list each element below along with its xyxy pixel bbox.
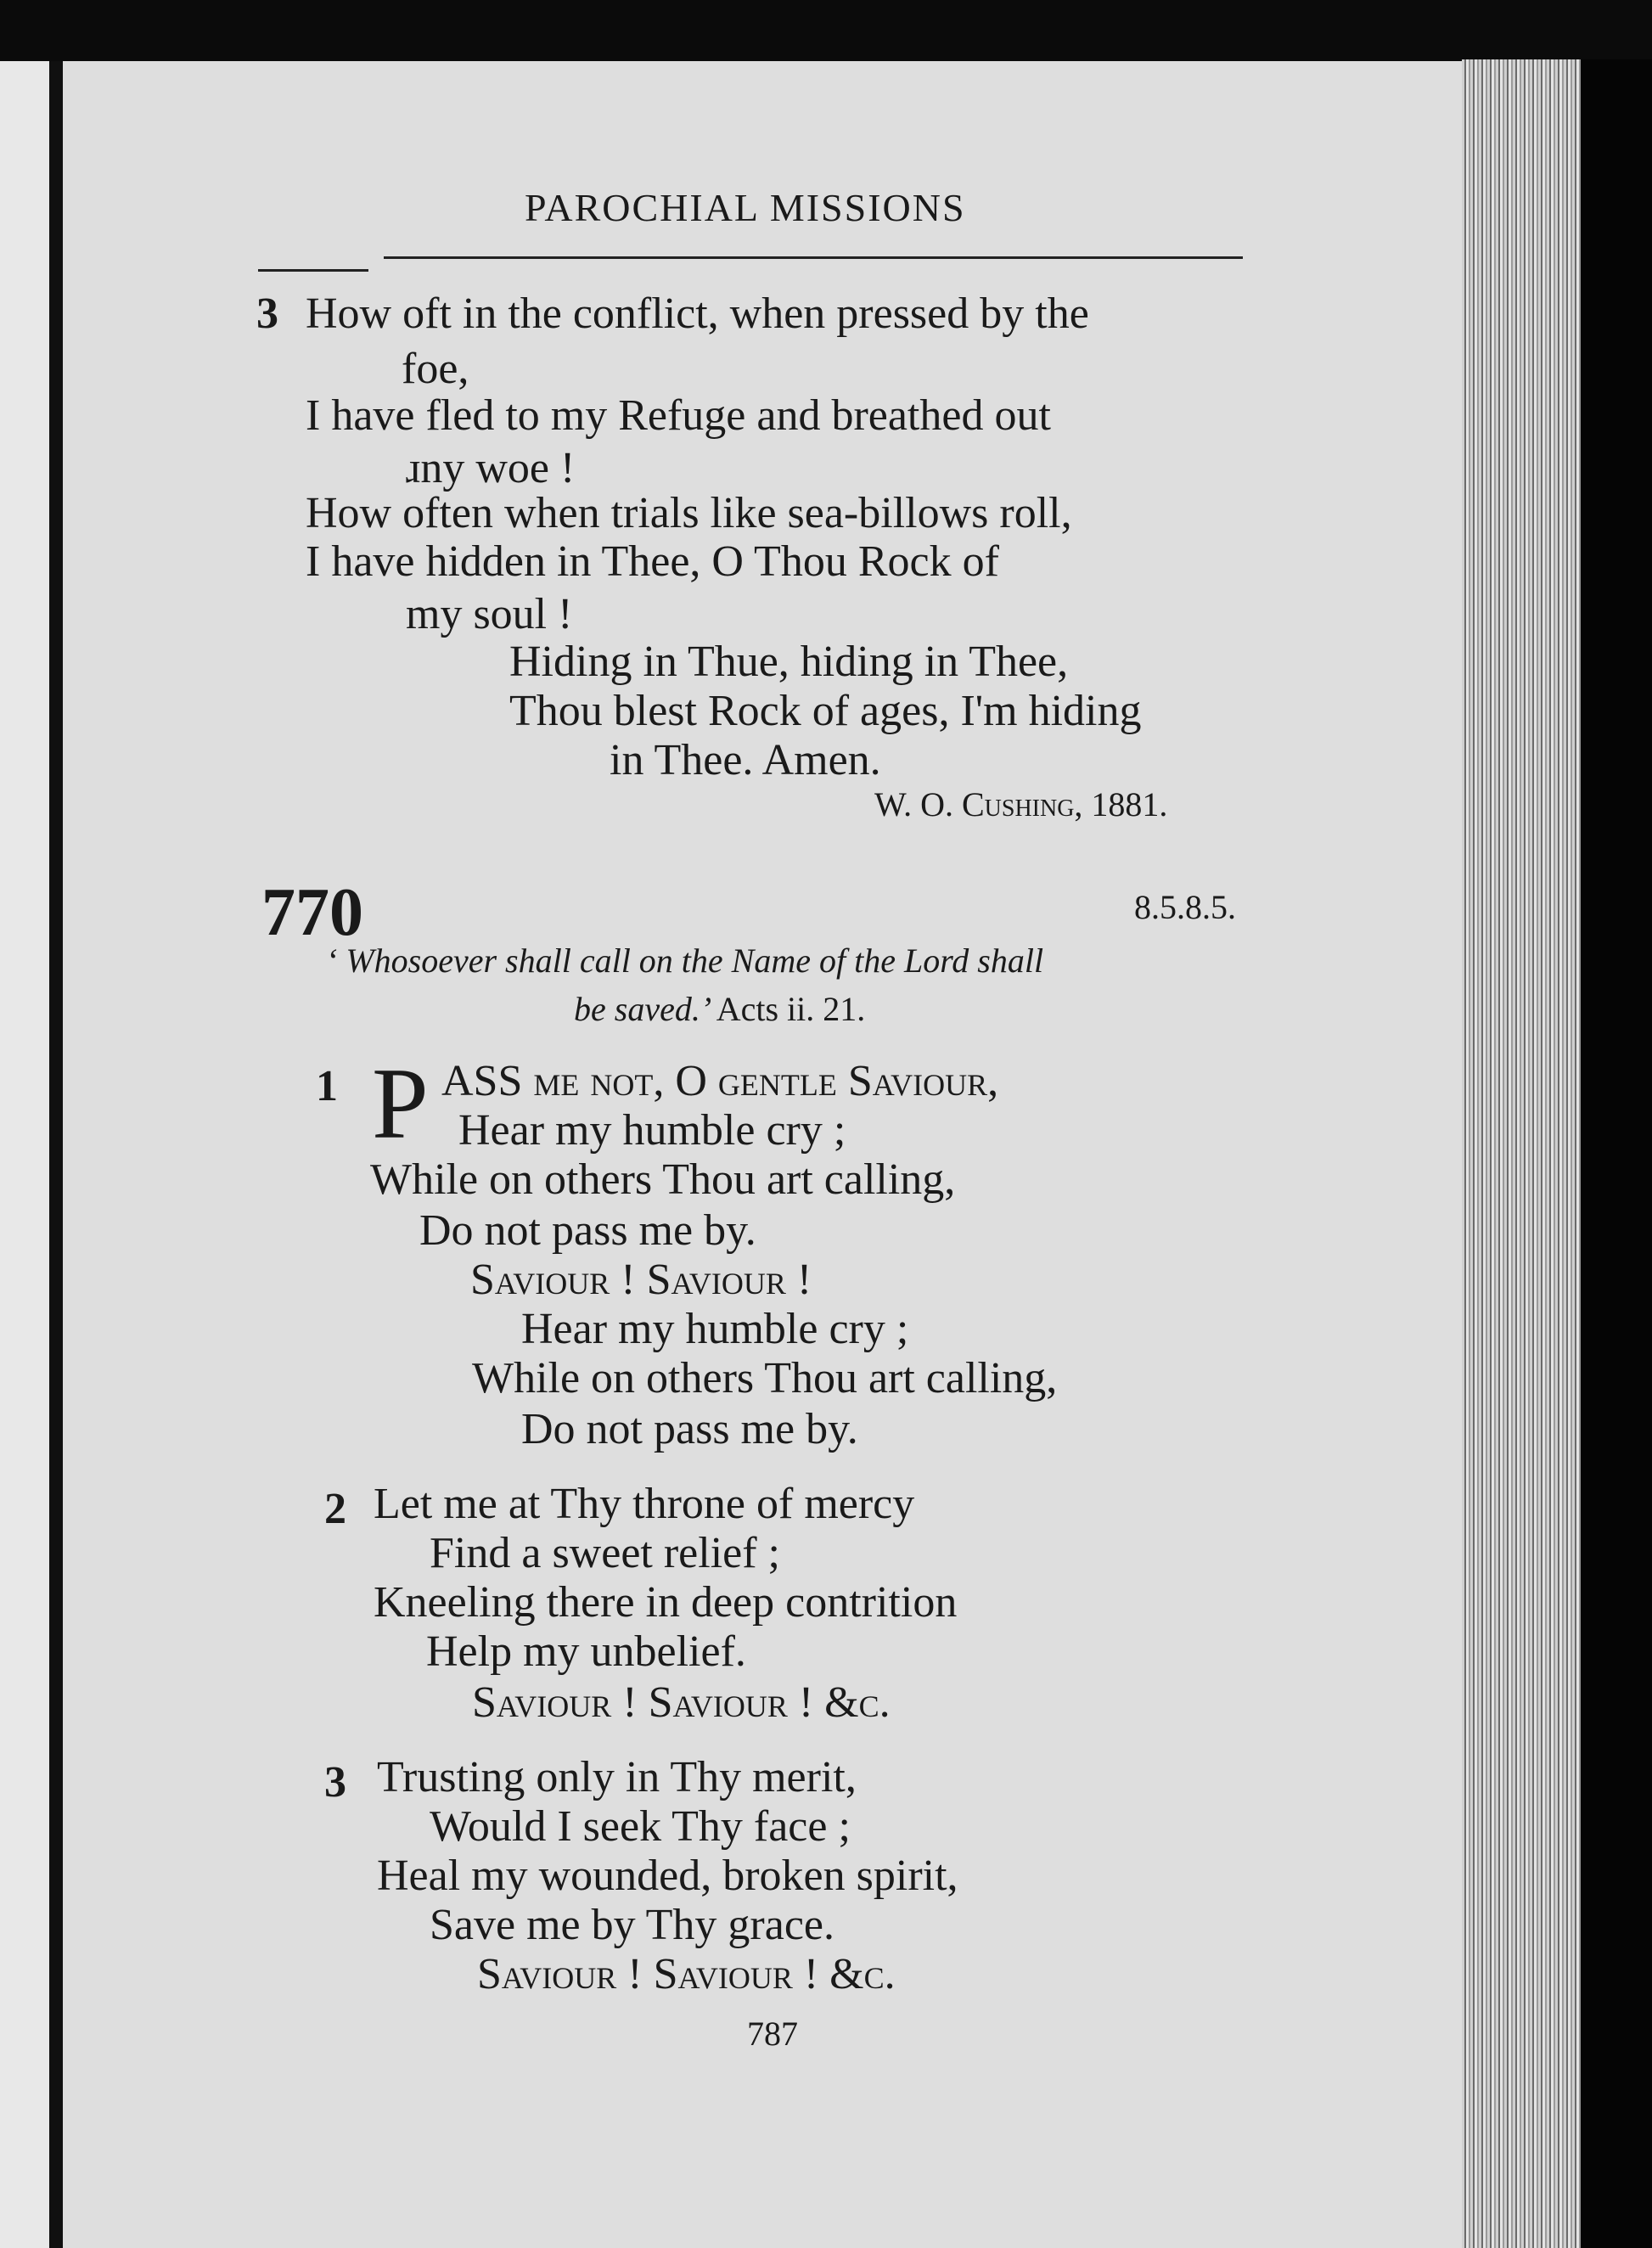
refrain-line-1: Hiding in Thue, hiding in Thee,: [509, 638, 1069, 686]
attribution: W. O. Cushing, 1881.: [874, 785, 1168, 823]
verse3-line-4: Save me by Thy grace.: [430, 1901, 834, 1949]
verse1-number: 1: [316, 1062, 338, 1110]
prev-line-4: ɹny woe !: [406, 444, 576, 492]
verse1-line-7: While on others Thou art calling,: [472, 1354, 1058, 1402]
refrain-line-2: Thou blest Rock of ages, I'm hiding: [509, 687, 1142, 735]
verse3-line-3: Heal my wounded, broken spirit,: [377, 1852, 958, 1900]
prev-verse-number: 3: [256, 289, 278, 338]
verse3-line-1: Trusting only in Thy merit,: [377, 1753, 857, 1801]
running-head: PAROCHIAL MISSIONS: [525, 186, 966, 229]
page-number: 787: [747, 2015, 798, 2053]
verse1-line-1: ASS me not, O gentle Saviour,: [441, 1057, 999, 1105]
verse1-line-2: Hear my humble cry ;: [458, 1106, 846, 1155]
epigraph-reference: Acts ii. 21.: [716, 990, 866, 1028]
verse1-line-5: Saviour ! Saviour !: [470, 1256, 812, 1304]
verse2-line-5: Saviour ! Saviour ! &c.: [472, 1678, 891, 1727]
prev-line-5: How often when trials like sea-billows roll,: [306, 489, 1072, 537]
verse3-number: 3: [324, 1758, 346, 1807]
prev-line-7: my soul !: [406, 590, 573, 638]
verse1-line-6: Hear my humble cry ;: [521, 1305, 909, 1353]
epigraph-line-2: [574, 989, 865, 1029]
prev-line-2: foe,: [402, 345, 469, 393]
prev-line-1: How oft in the conflict, when pressed by the: [306, 289, 1089, 338]
refrain-line-3: in Thee. Amen.: [610, 736, 881, 784]
background-right: [1581, 59, 1652, 2248]
verse1-line-8: Do not pass me by.: [521, 1405, 858, 1453]
verse2-line-4: Help my unbelief.: [426, 1627, 746, 1676]
verse3-line-5: Saviour ! Saviour ! &c.: [477, 1950, 896, 1998]
verse1-line-4: Do not pass me by.: [419, 1206, 756, 1255]
verse2-number: 2: [324, 1485, 346, 1533]
left-page-edge: [0, 61, 49, 2248]
verse2-line-1: Let me at Thy throne of mercy: [374, 1480, 915, 1528]
hymn-number: 770: [261, 875, 363, 950]
prev-line-6: I have hidden in Thee, O Thou Rock of: [306, 537, 999, 586]
verse2-line-2: Find a sweet relief ;: [430, 1529, 780, 1577]
header-rule-right: [384, 256, 1243, 259]
page-edges: [1462, 59, 1581, 2248]
prev-line-3: I have fled to my Refuge and breathed out: [306, 391, 1051, 440]
verse2-line-3: Kneeling there in deep contrition: [374, 1578, 958, 1627]
verse1-line-3: While on others Thou art calling,: [370, 1155, 956, 1204]
book-gutter: [49, 61, 63, 2248]
hymn-meter: 8.5.8.5.: [1134, 888, 1236, 926]
drop-cap: P: [372, 1047, 429, 1160]
header-rule-left: [258, 269, 368, 272]
verse3-line-2: Would I seek Thy face ;: [430, 1802, 851, 1851]
epigraph-text: be saved.’: [574, 990, 708, 1028]
epigraph-line-1: ‘ Whosoever shall call on the Name of the Lord shall: [326, 941, 1044, 980]
